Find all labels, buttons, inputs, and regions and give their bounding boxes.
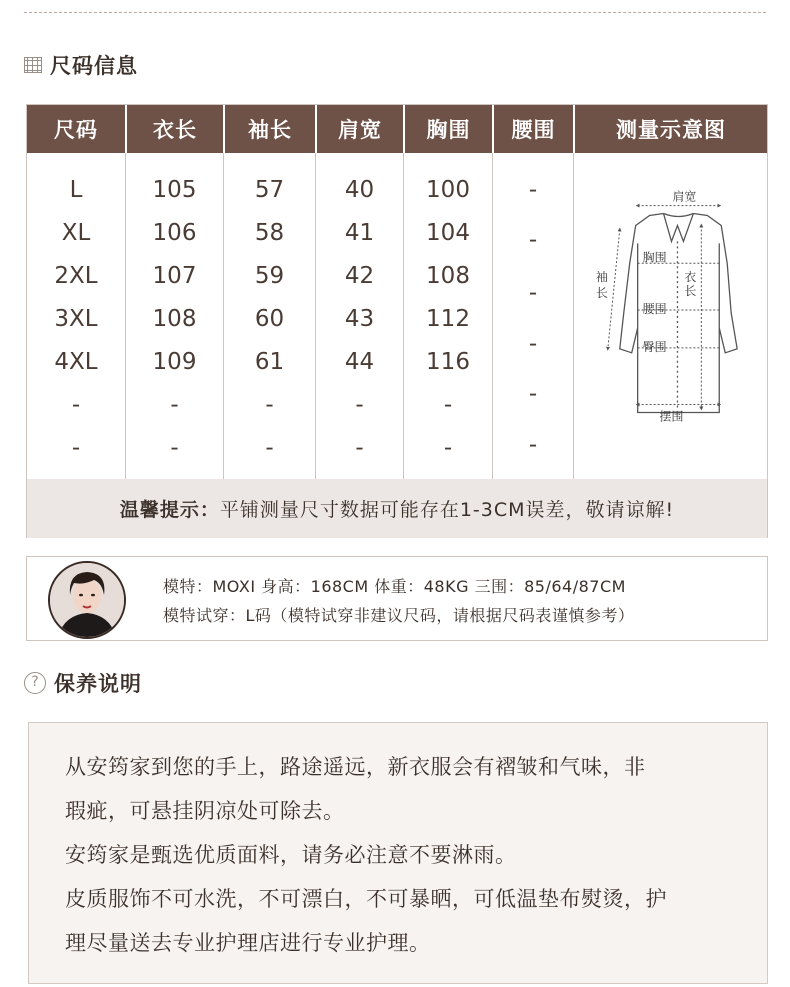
cell-size: L	[69, 177, 83, 203]
cell-waist: -	[528, 177, 538, 203]
size-info-title: 尺码信息	[50, 54, 138, 78]
cell-shoulder: 42	[344, 263, 375, 289]
cell-chest: 104	[426, 220, 470, 246]
diagram-label-hem: 摆围	[659, 409, 684, 424]
model-avatar	[48, 561, 126, 639]
diagram-label-sleeve-2: 长	[595, 286, 608, 301]
col-chest	[403, 153, 492, 479]
cell-shoulder: -	[355, 435, 364, 461]
cell-chest: 116	[426, 349, 470, 375]
col-sleeve	[223, 153, 315, 479]
cell-sleeve: 59	[254, 263, 285, 289]
cell-length: -	[170, 435, 179, 461]
cell-size: XL	[61, 220, 91, 246]
table-header	[27, 105, 767, 153]
care-instructions	[28, 722, 768, 984]
cell-sleeve: -	[265, 392, 274, 418]
col-diagram	[573, 153, 767, 479]
cell-length: -	[170, 392, 179, 418]
cell-size: 4XL	[54, 349, 98, 375]
col-waist	[492, 153, 573, 479]
cell-waist: -	[528, 331, 538, 357]
care-line: 理尽量送去专业护理店进行专业护理。	[65, 931, 431, 955]
header-chest: 胸围	[403, 105, 492, 153]
tip-label: 温馨提示：	[119, 499, 220, 521]
cell-length: 106	[152, 220, 197, 246]
cell-length: 107	[152, 263, 197, 289]
measurement-diagram	[574, 153, 767, 479]
model-info	[26, 556, 768, 641]
diagram-label-length-1: 衣	[684, 270, 697, 285]
cell-sleeve: 57	[254, 177, 285, 203]
cell-chest: 100	[426, 177, 470, 203]
cell-size: 2XL	[54, 263, 98, 289]
care-title: 保养说明	[54, 672, 142, 696]
cell-waist: -	[528, 381, 538, 407]
size-table	[26, 104, 768, 538]
tip-text: 平铺测量尺寸数据可能存在1-3CM误差，敬请谅解!	[219, 499, 675, 521]
care-line: 安筠家是甄选优质面料，请务必注意不要淋雨。	[65, 843, 517, 867]
top-divider	[24, 12, 766, 13]
cell-chest: 108	[426, 263, 470, 289]
cell-size: -	[71, 435, 81, 461]
cell-shoulder: -	[355, 392, 364, 418]
cell-waist: -	[528, 280, 538, 306]
cell-length: 105	[152, 177, 197, 203]
diagram-label-waist: 腰围	[642, 302, 667, 317]
header-length: 衣长	[125, 105, 223, 153]
model-fit-note: 模特试穿：L码（模特试穿非建议尺码，请根据尺码表谨慎参考）	[163, 606, 635, 625]
cell-length: 108	[152, 306, 197, 332]
diagram-label-shoulder: 肩宽	[672, 189, 697, 204]
header-size: 尺码	[54, 118, 98, 142]
header-sleeve: 袖长	[223, 105, 315, 153]
cell-sleeve: 58	[254, 220, 285, 246]
cell-shoulder: 43	[344, 306, 375, 332]
cell-sleeve: 61	[254, 349, 285, 375]
diagram-label-length-2: 长	[684, 284, 697, 299]
col-shoulder	[315, 153, 403, 479]
care-heading	[24, 668, 142, 698]
question-icon: ?	[24, 672, 46, 694]
care-line: 皮质服饰不可水洗，不可漂白，不可暴晒，可低温垫布熨烫，护	[65, 887, 667, 911]
size-info-heading	[24, 50, 138, 80]
header-diagram: 测量示意图	[573, 105, 767, 153]
size-tip	[27, 479, 767, 538]
cell-shoulder: 41	[344, 220, 375, 246]
diagram-label-chest: 胸围	[642, 250, 667, 265]
cell-chest: -	[443, 435, 453, 461]
cell-chest: 112	[426, 306, 470, 332]
grid-icon	[24, 57, 42, 73]
cell-size: 3XL	[54, 306, 98, 332]
col-length	[125, 153, 223, 479]
diagram-label-sleeve-1: 袖	[595, 270, 608, 285]
col-size	[27, 153, 125, 479]
cell-chest: -	[443, 392, 453, 418]
model-measurements: 模特：MOXI 身高：168CM 体重：48KG 三围：85/64/87CM	[163, 577, 626, 596]
header-shoulder: 肩宽	[315, 105, 403, 153]
cell-shoulder: 40	[344, 177, 375, 203]
header-waist: 腰围	[492, 105, 573, 153]
cell-length: 109	[152, 349, 197, 375]
cell-shoulder: 44	[344, 349, 375, 375]
diagram-label-hip: 臀围	[642, 339, 667, 354]
cell-sleeve: 60	[254, 306, 285, 332]
cell-waist: -	[528, 227, 538, 253]
cell-waist: -	[528, 432, 538, 458]
care-line: 瑕疵，可悬挂阴凉处可除去。	[65, 799, 345, 823]
table-body	[27, 153, 767, 479]
cell-size: -	[71, 392, 81, 418]
care-line: 从安筠家到您的手上，路途遥远，新衣服会有褶皱和气味，非	[65, 755, 646, 779]
cell-sleeve: -	[265, 435, 274, 461]
